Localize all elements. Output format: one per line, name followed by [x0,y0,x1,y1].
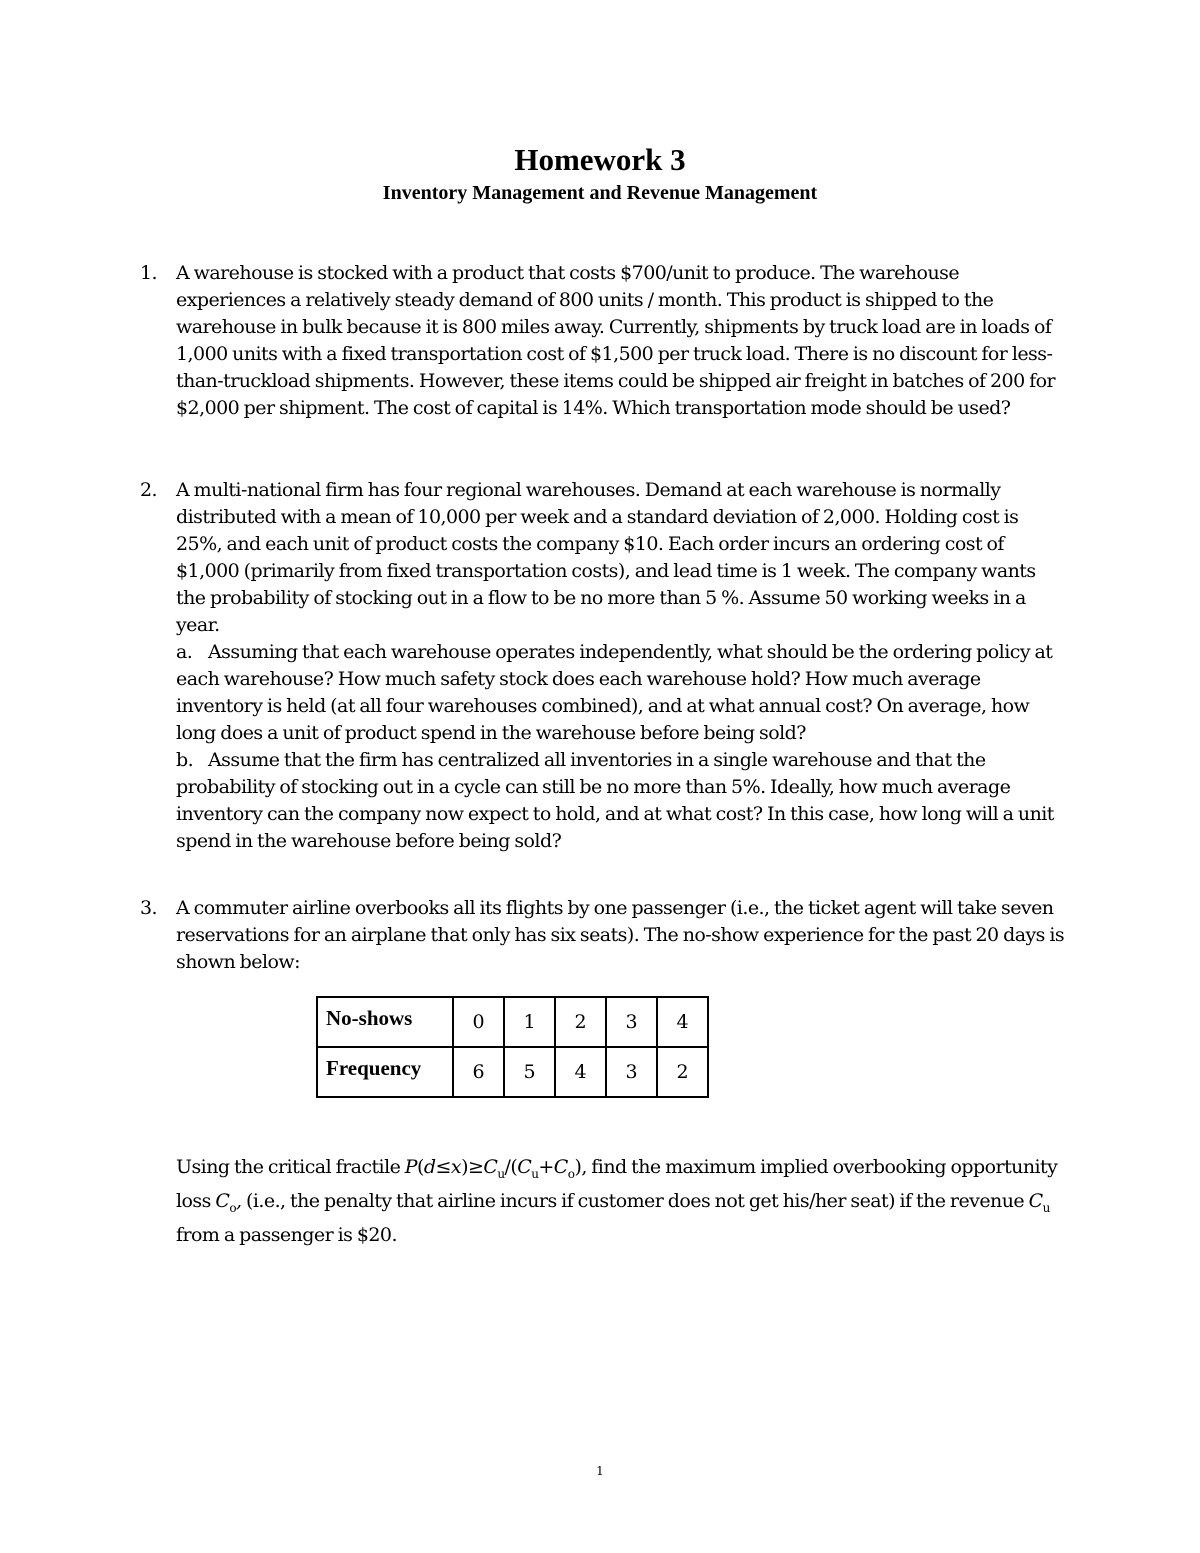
question-2 [140,477,1066,855]
question-number: 3. [140,897,158,919]
table-cell: 0 [453,997,504,1047]
question-number: 2. [140,479,158,501]
table-cell: 3 [606,1047,657,1097]
table-cell: 2 [657,1047,708,1097]
table-cell: 4 [657,997,708,1047]
page-title: Homework 3 [514,142,686,177]
table-row-header: No-shows [317,997,453,1047]
question-part-b [176,747,1066,855]
table-row [317,997,708,1047]
page-number: 1 [596,1464,604,1478]
table-cell: 4 [555,1047,606,1097]
question-text: A multi-national firm has four regional warehouses. Demand at each warehouse is normally distributed with a mean of 10,000 per week and a standard deviation of 2,000. Holding cost is 25%, and each unit of product costs the company $10. Each order incurs an ordering cost of $1,000 (primarily from fixed transportation costs), and lead time is 1 week. The company wants the probability of stocking out in a flow to be no more than 5 %. Assume 50 working weeks in a year. [176,479,1036,636]
question-3 [140,895,1066,976]
part-letter: b. [176,749,194,771]
question-1 [140,260,1066,422]
table-cell: 2 [555,997,606,1047]
part-text: Assume that the firm has centralized all inventories in a single warehouse and that the probability of stocking out in a cycle can still be no more than 5%. Ideally, how much average inventory can the company now expect to hold, and at what cost? In this case, how long will a unit spend in the warehouse before being sold? [176,749,1054,852]
question-part-a [176,639,1066,747]
table-row-header: Frequency [317,1047,453,1097]
part-text: Assuming that each warehouse operates independently, what should be the ordering policy at each warehouse? How much safety stock does each warehouse hold? How much average inventory is held (at all four warehouses combined), and at what annual cost? On average, how long does a unit of product spend in the warehouse before being sold? [176,641,1053,744]
question-text: A warehouse is stocked with a product that costs $700/unit to produce. The warehouse experiences a relatively steady demand of 800 units / month. This product is shipped to the warehouse in bulk because it is 800 miles away. Currently, shipments by truck load are in loads of 1,000 units with a fixed transportation cost of $1,500 per truck load. There is no discount for less-than-truckload shipments. However, these items could be shipped air freight in batches of 200 for $2,000 per shipment. The cost of capital is 14%. Which transportation mode should be used? [176,262,1056,419]
table-cell: 3 [606,997,657,1047]
question-number: 1. [140,262,158,284]
no-show-table [316,996,709,1098]
table-cell: 5 [504,1047,555,1097]
question-text: A commuter airline overbooks all its flights by one passenger (i.e., the ticket agent will take seven reservations for an airplane that only has six seats). The no-show experience for the past 20 days is shown below: [176,897,1065,973]
table-cell: 1 [504,997,555,1047]
table-row [317,1047,708,1097]
part-letter: a. [176,641,193,663]
question-3-instruction: Using the critical fractile $P(d\le x)\ge C_u/(C_u+C_o)$, find the maximum implied overbooking opportunity loss $C_o$, (i.e., the penalty that airline incurs if customer does not get his/her seat) if the revenue $C_u$ from a passenger is $20. [176,1156,1058,1246]
table-cell: 6 [453,1047,504,1097]
page-subtitle: Inventory Management and Revenue Management [382,182,818,204]
